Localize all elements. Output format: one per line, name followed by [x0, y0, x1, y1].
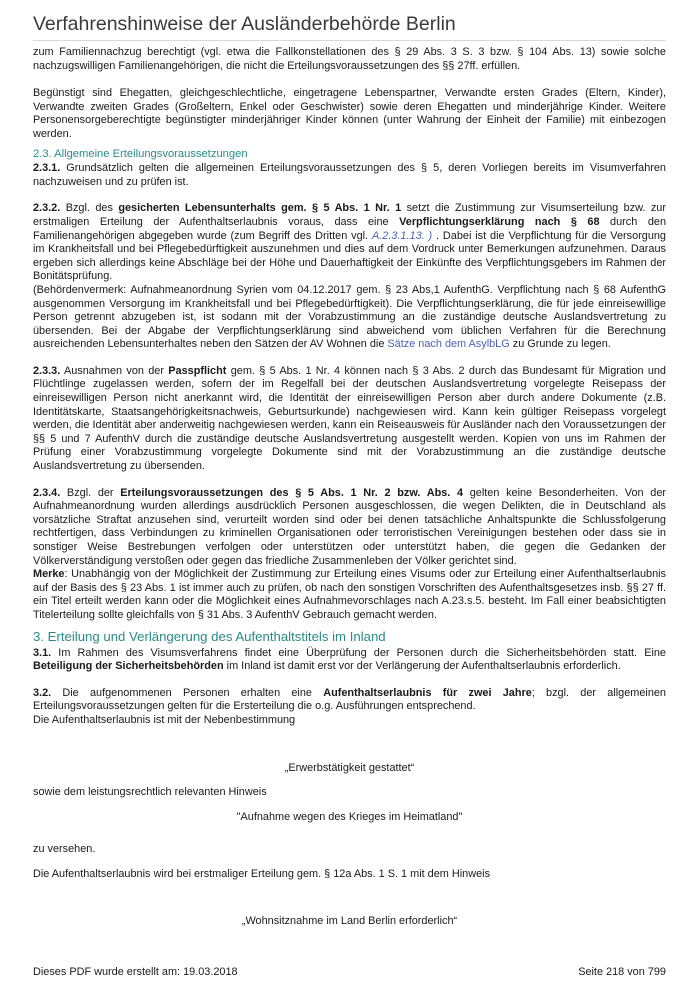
bold-text: Passpflicht: [168, 364, 227, 377]
quote-krieg: "Aufnahme wegen des Krieges im Heimatland": [236, 810, 463, 823]
paragraph-2-3-4: [33, 487, 666, 569]
paragraph-3-1: [33, 647, 666, 674]
text: ; bzgl. der allgemeinen Erteilungsvoraussetzungen gelten für die Ersterteilung die o.g. Ausführungen entsprechend.: [33, 686, 666, 713]
footer-created-date: Dieses PDF wurde erstellt am: 19.03.2018: [33, 966, 238, 978]
document-page: [33, 0, 666, 928]
paragraph-number: 3.1.: [33, 646, 52, 659]
text: gelten keine Besonderheiten. Von der Aufnahmeanordnung wurden allerdings ausdrücklich Personen ausgeschlossen, die wegen Delikten, die in Deutschland als vorsätzliche Straftat anzusehen sind, verurteilt worden sind oder bei denen tatsächliche Anhaltspunkte die Schlussfolgerung rechtfertigen, dass Verbindungen zu kriminellen Organisationen oder terroristischen Vereinigungen bestehen oder dass sie in sonstiger Weise Bestrebungen verfolgen oder unterstützen oder unterstützt haben, die gegen die Gedanken der Völkerverständigung verstoßen oder gegen das friedliche Zusammenleben der Völker gerichtet sind.: [33, 486, 666, 567]
text: im Inland ist damit erst vor der Verlängerung der Aufenthaltserlaubnis erforderlich.: [223, 660, 621, 673]
quote-erwerbstaetigkeit: „Erwerbstätigkeit gestattet“: [284, 761, 415, 774]
paragraph-text: Grundsätzlich gelten die allgemeinen Erteilungsvoraussetzungen des § 5, deren Vorliegen bereits im Visumverfahren nachzuweisen und zu prüfen ist.: [33, 162, 666, 188]
text: Im Rahmen des Visumsverfahrens findet eine Überprüfung der Personen durch die Sicherheitsbehörden statt. Eine: [51, 646, 666, 659]
text: zu Grunde zu legen.: [509, 338, 611, 351]
text: : Unabhängig von der Möglichkeit der Zustimmung zur Erteilung eines Visums oder zur Erteilung einer Aufenthaltserlaubnis auf der Basis des § 23 Abs. 1 ist immer auch zu prüfen, ob nach den sonstigen Vorschriften des Aufenthaltsgesetzes insb. §§ 27 ff. ein Titel erteilt werden kann oder die Möglichkeit eines Aufnahmevorschlages nach A.23.s.5. besteht. Im Fall einer beabsichtigten Titelerteilung sollte gleichfalls von § 31 Abs. 3 AufenthV Gebrauch gemacht werden.: [33, 568, 666, 621]
bold-text: Verpflichtungserklärung nach § 68: [399, 215, 600, 228]
paragraph-merke: [33, 568, 666, 622]
paragraph-2-3-2: [33, 202, 666, 352]
page-footer: [33, 966, 666, 978]
text: durch den Familienangehörigen abgegeben wurde (zum Begriff des Dritten vgl.: [33, 215, 666, 242]
text: gem. § 5 Abs. 1 Nr. 4 können nach § 3 Abs. 2 durch das Bundesamt für Migration und Flüchtlinge zugelassen werden, sofern der im Regelfall bei der deutschen Auslandsvertretung vorgelegte Reisepass der einreisewilligen Person nicht anerkannt wird, die Identität der einreisewilligen Person aber durch andere Dokumente (z.B. Identitätskarte, Staatsangehörigkeitsnachweis, Geburtsurkunde) nachgewiesen wird. Kann kein gültiger Reisepass vorgelegt werden, die Identität aber anderweitig nachgewiesen werden, kann ein Reiseausweis für Ausländer nach den Voraussetzungen der §§ 5 und 7 AufenthV durch die zuständige deutsche Auslandsvertretung ausgestellt werden. Kopien von uns im Rahmen der Prüfung einer Vorabzustimmung vorgelegte Dokumente sind mit der Vorabzustimmung an die zuständige deutsche Auslandsvertretung zu übersenden.: [33, 364, 666, 473]
bold-text: Merke: [33, 568, 65, 581]
asylblg-link[interactable]: Sätze nach dem AsylbLG: [387, 338, 510, 351]
paragraph-number: 3.2.: [33, 686, 52, 699]
page-title: Verfahrenshinweise der Ausländerbehörde Berlin: [33, 13, 456, 35]
paragraph-beguenstigt: Begünstigt sind Ehegatten, gleichgeschlechtliche, eingetragene Lebenspartner, Verwandte ersten Grades (Eltern, Kinder), Verwandte zweiten Grades (Großeltern, Enkel oder Geschwister) sowie deren Ehegatten und minderjährige Kinder. Weitere Personensorgeberechtigte begünstigter minderjähriger Kinder können (unter Wahrung der Einheit der Familie) mit einbezogen werden.: [33, 87, 666, 140]
section-heading-2-3: 2.3. Allgemeine Erteilungsvoraussetzungen: [33, 147, 248, 160]
paragraph-intro: zum Familiennachzug berechtigt (vgl. etwa die Fallkonstellationen des § 29 Abs. 3 S. 3 bzw. § 104 Abs. 13) sowie solche nachzugswilligen Familienangehörigen, die nicht die Erteilungsvoraussetzungen des §§ 27ff. erfüllen.: [33, 46, 666, 72]
text: Bzgl. der: [60, 486, 121, 499]
text: (Behördenvermerk: Aufnahmeanordnung Syrien vom 04.12.2017 gem. § 23 Abs,1 AufenthG. Verpflichtung nach § 68 AufenthG ausgenommen Versorgung im Krankheitsfall und bei Pflegebedürftigkeit). Die Verpflichtungserklärung, die für jede einreisewillige Person getrennt abzugeben ist, ist sodann mit der Vorabzustimmung an die zuständige deutsche Auslandsvertretung zu übersenden. Bei der Abgabe der Verpflichtungserklärung sind abweichend vom üblichen Verfahren für die Berechnung ausreichenden Lebensunterhaltes neben den Sätzen der AV Wohnen die: [33, 283, 666, 351]
text: setzt die Zustimmung zur Visumserteilung bzw. zur erstmaligen Erteilung der Aufenthaltserlaubnis voraus, dass eine: [33, 202, 666, 228]
paragraph-number: 2.3.1.: [33, 162, 61, 175]
text: Die aufgenommenen Personen erhalten eine: [51, 686, 324, 699]
document-body: [33, 46, 666, 928]
paragraph-nebenbestimmung: Die Aufenthaltserlaubnis ist mit der Nebenbestimmung: [33, 713, 296, 726]
text: Bzgl. des: [60, 202, 119, 215]
section-heading-3: 3. Erteilung und Verlängerung des Aufenthaltstitels im Inland: [33, 628, 386, 644]
paragraph-number: 2.3.4.: [33, 486, 61, 499]
paragraph-12a: Die Aufenthaltserlaubnis wird bei erstmaliger Erteilung gem. § 12a Abs. 1 S. 1 mit dem Hinweis: [33, 867, 491, 880]
paragraph-number: 2.3.3.: [33, 364, 61, 377]
paragraph-3-2: [33, 687, 666, 714]
bold-text: Aufenthaltserlaubnis für zwei Jahre: [323, 686, 532, 699]
paragraph-2-3-3: [33, 365, 666, 474]
page-header: [33, 12, 666, 41]
paragraph-2-3-1: [33, 162, 666, 189]
bold-text: Erteilungsvoraussetzungen des § 5 Abs. 1 Nr. 2 bzw. Abs. 4: [120, 486, 464, 499]
bold-text: Beteiligung der Sicherheitsbehörden: [33, 660, 224, 673]
paragraph-sowie: sowie dem leistungsrechtlich relevanten Hinweis: [33, 786, 267, 799]
text: Ausnahmen von der: [60, 364, 169, 377]
paragraph-number: 2.3.2.: [33, 202, 61, 215]
footer-page-number: Seite 218 von 799: [578, 966, 666, 978]
reference-link[interactable]: A.2.3.1.13. ): [371, 229, 433, 242]
quote-wohnsitz: „Wohnsitznahme im Land Berlin erforderlich“: [241, 914, 458, 927]
paragraph-versehen: zu versehen.: [33, 843, 96, 856]
text: . Dabei ist die Verpflichtung für die Versorgung im Krankheitsfall und bei Pflegebedürftigkeit auszunehmen und dies auf dem Vordruck unter Bemerkungen aufzunehmen. Daraus ergeben sich allerdings keine Abschläge bei der Höhe und Dauerhaftigkeit der Einkünfte des Verpflichtungsgebers im Rahmen der Bonitätsprüfung.: [33, 229, 666, 283]
bold-text: gesicherten Lebensunterhalts gem. § 5 Abs. 1 Nr. 1: [118, 202, 402, 215]
